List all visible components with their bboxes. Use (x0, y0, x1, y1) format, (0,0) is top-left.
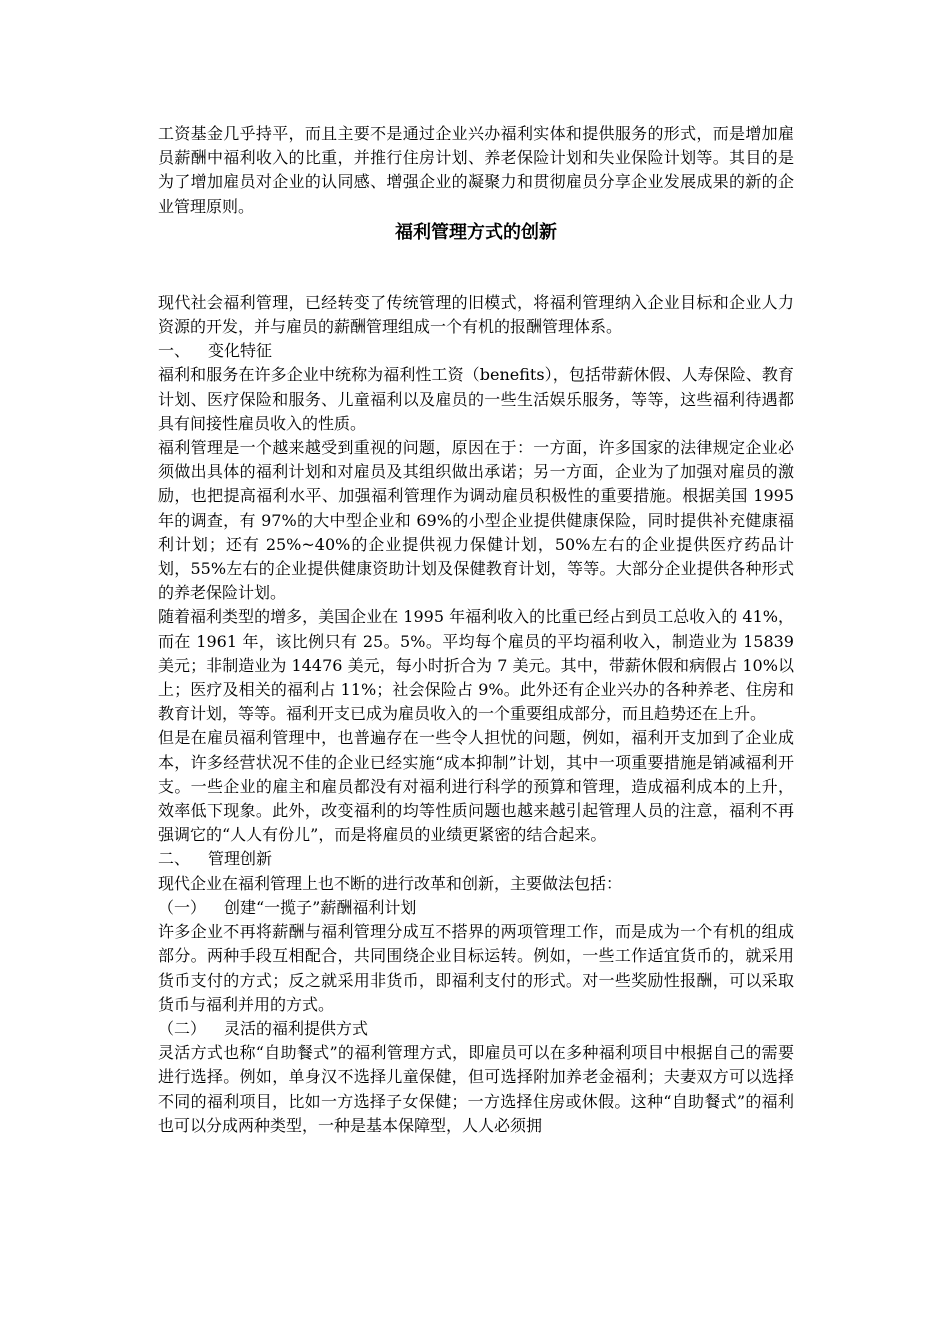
paragraph-innovation-intro: 现代企业在福利管理上也不断的进行改革和创新，主要做法包括： (158, 873, 623, 893)
paragraph-welfare-importance: 福利管理是一个越来越受到重视的问题，原因在于：一方面，许多国家的法律规定企业必须做出具体的福利计划和对雇员及其组织做出承诺；另一方面，企业为了加强对雇员的激励，也把提高福利水平、加强福利管理作为调动雇员积极性的重要措施。根据美国 1995 年的调查，有 97%的大中型企业和 69%的小型企业提供健康保险，同时提供补充健康福利计划；还有 25%~40%的企业提供视力保健计划，50%左右的企业提供医疗药品计划，55%左右的企业提供健康资助计划及保健教育计划，等等。大部分企业提供各种形式的养老保险计划。 (158, 438, 794, 603)
subheading-flexible-benefits (158, 1017, 794, 1041)
heading-change-features (158, 339, 794, 363)
subheading-label: 灵活的福利提供方式 (224, 1018, 369, 1038)
document-body (158, 122, 794, 1138)
paragraph-welfare-problems: 但是在雇员福利管理中，也普遍存在一些令人担忧的问题，例如，福利开支加到了企业成本，许多经营状况不佳的企业已经实施“成本抑制”计划，其中一项重要措施是销减福利开支。一些企业的雇主和雇员都没有对福利进行科学的预算和管理，造成福利成本的上升，效率低下现象。此外，改变福利的均等性质问题也越来越引起管理人员的注意，福利不再强调它的“人人有份儿”，而是将雇员的业绩更紧密的结合起来。 (158, 728, 794, 845)
subheading-label: 创建“一揽子”薪酬福利计划 (224, 897, 417, 917)
heading-number: 二、 (158, 849, 191, 869)
intro-paragraph: 工资基金几乎持平，而且主要不是通过企业兴办福利实体和提供服务的形式，而是增加雇员薪酬中福利收入的比重，并推行住房计划、养老保险计划和失业保险计划等。其目的是为了增加雇员对企业的认同感、增强企业的凝聚力和贯彻雇员分享企业发展成果的新的企业管理原则。 (158, 124, 794, 216)
heading-label: 管理创新 (208, 849, 273, 869)
subheading-package-plan (158, 896, 794, 920)
title-spacer (158, 247, 794, 291)
heading-number: 一、 (158, 341, 191, 361)
heading-label: 变化特征 (208, 341, 273, 361)
section-title: 福利管理方式的创新 (395, 221, 557, 243)
paragraph-overview: 现代社会福利管理，已经转变了传统管理的旧模式，将福利管理纳入企业目标和企业人力资源的开发，并与雇员的薪酬管理组成一个有机的报酬管理体系。 (158, 292, 794, 337)
paragraph-welfare-statistics: 随着福利类型的增多，美国企业在 1995 年福利收入的比重已经占到员工总收入的 41%，而在 1961 年，该比例只有 25。5%。平均每个雇员的平均福利收入，制造业为 15839 美元；非制造业为 14476 美元，每小时折合为 7 美元。其中，带薪休假和病假占 10%以上；医疗及相关的福利占 11%；社会保险占 9%。此外还有企业兴办的各种养老、住房和教育计划，等等。福利开支已成为雇员收入的一个重要组成部分，而且趋势还在上升。 (158, 607, 794, 724)
subheading-number: （一） (158, 897, 207, 917)
subheading-number: （二） (158, 1018, 207, 1038)
paragraph-package-plan: 许多企业不再将薪酬与福利管理分成互不搭界的两项管理工作，而是成为一个有机的组成部分。两种手段互相配合，共同围绕企业目标运转。例如，一些工作适宜货币的，就采用货币支付的方式；反之就采用非货币，即福利支付的形式。对一些奖励性报酬，可以采取货币与福利并用的方式。 (158, 922, 794, 1014)
paragraph-flexible-benefits: 灵活方式也称“自助餐式”的福利管理方式，即雇员可以在多种福利项目中根据自己的需要进行选择。例如，单身汉不选择儿童保健，但可选择附加养老金福利；夫妻双方可以选择不同的福利项目，比如一方选择子女保健；一方选择住房或休假。这种“自助餐式”的福利也可以分成两种类型，一种是基本保障型，人人必须拥 (158, 1043, 794, 1135)
heading-management-innovation (158, 847, 794, 871)
paragraph-benefits-definition: 福利和服务在许多企业中统称为福利性工资（benefits），包括带薪休假、人寿保险、教育计划、医疗保险和服务、儿童福利以及雇员的一些生活娱乐服务，等等，这些福利待遇都具有间接性雇员收入的性质。 (158, 365, 794, 433)
